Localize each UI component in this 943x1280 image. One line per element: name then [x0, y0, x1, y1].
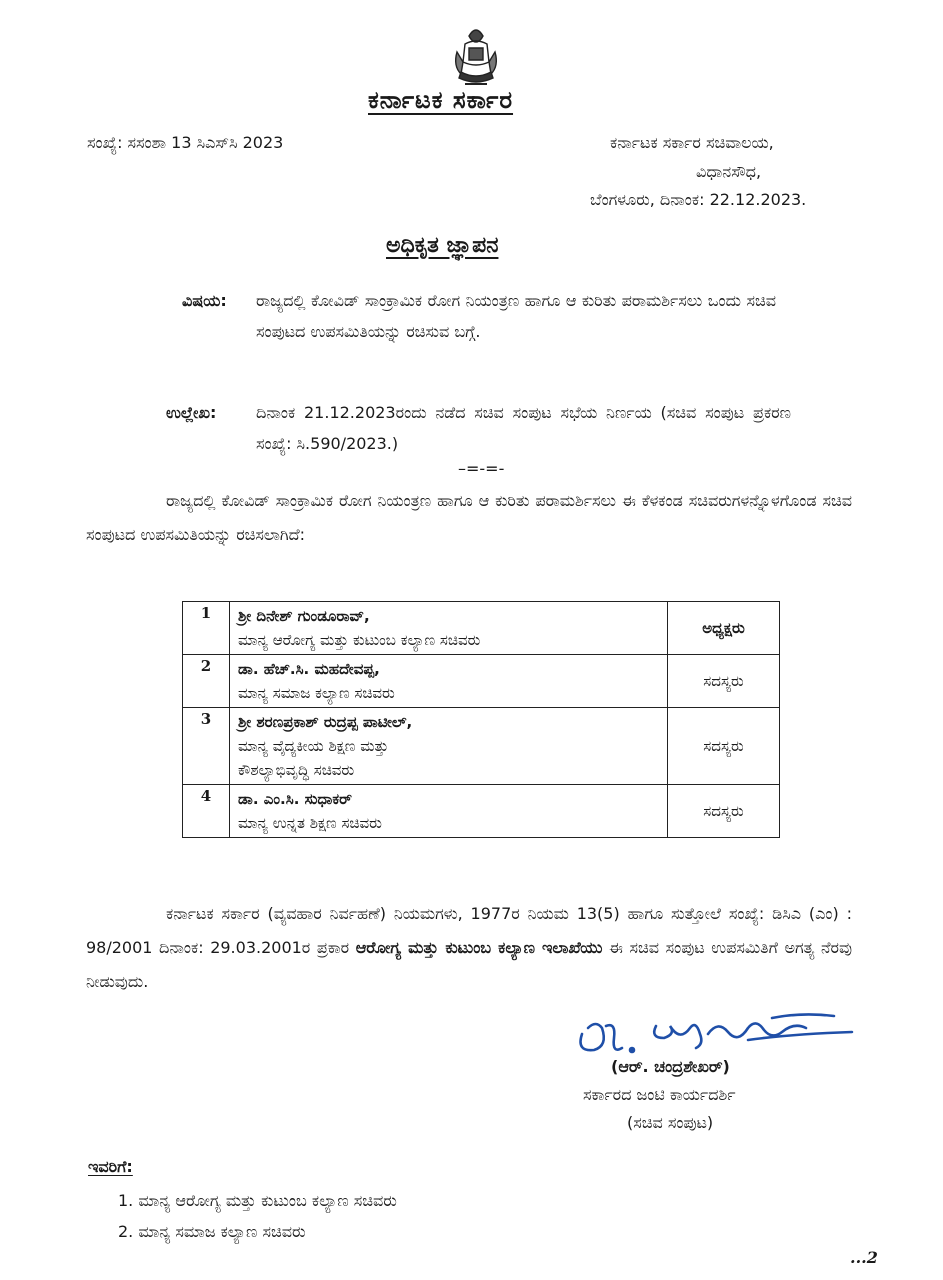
subject-text: ರಾಜ್ಯದಲ್ಲಿ ಕೋವಿಡ್ ಸಾಂಕ್ರಾಮಿಕ ರೋಗ ನಿಯಂತ್ರಣ ಹಾಗೂ ಆ ಕುರಿತು ಪರಾಮರ್ಶಿಸಲು ಒಂದು ಸಚಿವ ಸಂಪುಟದ ಉಪಸಮಿತಿಯನ್ನು ರಚಿಸುವ ಬಗ್ಗೆ. [256, 291, 776, 341]
member-details [230, 785, 668, 838]
signatory-designation: ಸರ್ಕಾರದ ಜಂಟಿ ಕಾರ್ಯದರ್ಶಿ [583, 1085, 736, 1104]
member-role: ಸದಸ್ಯರು [668, 708, 780, 785]
signatory-department: (ಸಚಿವ ಸಂಪುಟ) [627, 1113, 714, 1132]
closing-text-part1: ಕರ್ನಾಟಕ ಸರ್ಕಾರ (ವ್ಯವಹಾರ ನಿರ್ವಹಣೆ) ನಿಯಮಗಳು, 1977ರ ನಿಯಮ 13(5) ಹಾಗೂ ಸುತ್ತೋಲೆ ಸಂಖ್ಯೆ: ಡಿಸಿಎ (ಎಂ) : 98/2001 ದಿನಾಂಕ: 29.03.2001ರ ಪ್ರಕಾರ [86, 904, 852, 957]
member-name: ಡಾ. ಎಂ.ಸಿ. ಸುಧಾಕರ್ [238, 790, 352, 808]
reference-number: ಸಂಖ್ಯೆ: ಸಸಂಶಾ 13 ಸಿಎಸ್‌ಸಿ 2023 [87, 133, 284, 152]
reference-text: ದಿನಾಂಕ 21.12.2023ರಂದು ನಡೆದ ಸಚಿವ ಸಂಪುಟ ಸಭೆಯ ನಿರ್ಣಯ (ಸಚಿವ ಸಂಪುಟ ಪ್ರಕರಣ ಸಂಖ್ಯೆ: ಸಿ.590/2023.) [256, 403, 791, 453]
member-details [230, 655, 668, 708]
signature-icon [572, 1004, 862, 1064]
member-role: ಸದಸ್ಯರು [668, 655, 780, 708]
member-row [183, 602, 780, 655]
closing-department: ಆರೋಗ್ಯ ಮತ್ತು ಕುಟುಂಬ ಕಲ್ಯಾಣ ಇಲಾಖೆಯು [355, 938, 603, 957]
recipient-item-1: 1. ಮಾನ್ಯ ಆರೋಗ್ಯ ಮತ್ತು ಕುಟುಂಬ ಕಲ್ಯಾಣ ಸಚಿವರು [118, 1191, 397, 1210]
page-continuation-marker: ...2 [850, 1248, 878, 1267]
karnataka-emblem-icon [447, 22, 505, 94]
office-date-line: ಬೆಂಗಳೂರು, ದಿನಾಂಕ: 22.12.2023. [590, 190, 807, 209]
member-row [183, 785, 780, 838]
member-designation: ಮಾನ್ಯ ಆರೋಗ್ಯ ಮತ್ತು ಕುಟುಂಬ ಕಲ್ಯಾಣ ಸಚಿವರು [238, 631, 481, 649]
reference-label: ಉಲ್ಲೇಖ: [166, 403, 217, 422]
member-name: ಡಾ. ಹೆಚ್.ಸಿ. ಮಹದೇವಪ್ಪ, [238, 660, 380, 678]
member-designation: ಮಾನ್ಯ ಉನ್ನತ ಶಿಕ್ಷಣ ಸಚಿವರು [238, 814, 382, 832]
signatory-name: (ಆರ್. ಚಂದ್ರಶೇಖರ್) [611, 1057, 730, 1076]
government-heading: ಕರ್ನಾಟಕ ಸರ್ಕಾರ [368, 86, 514, 114]
member-details [230, 602, 668, 655]
members-table [182, 601, 780, 838]
member-row [183, 708, 780, 785]
member-row [183, 655, 780, 708]
recipient-item-2: 2. ಮಾನ್ಯ ಸಮಾಜ ಕಲ್ಯಾಣ ಸಚಿವರು [118, 1222, 306, 1241]
member-role: ಅಧ್ಯಕ್ಷರು [668, 602, 780, 655]
recipients-label: ಇವರಿಗೆ: [88, 1157, 133, 1176]
member-number: 2 [183, 655, 230, 708]
member-number: 4 [183, 785, 230, 838]
office-address-line1: ಕರ್ನಾಟಕ ಸರ್ಕಾರ ಸಚಿವಾಲಯ, [610, 133, 774, 152]
member-number: 1 [183, 602, 230, 655]
member-name: ಶ್ರೀ ಶರಣಪ್ರಕಾಶ್ ರುದ್ರಪ್ಪ ಪಾಟೀಲ್, [238, 713, 413, 731]
member-role: ಸದಸ್ಯರು [668, 785, 780, 838]
member-number: 3 [183, 708, 230, 785]
member-name: ಶ್ರೀ ದಿನೇಶ್ ಗುಂಡೂರಾವ್, [238, 607, 370, 625]
office-address-line2: ವಿಧಾನಸೌಧ, [696, 162, 762, 181]
member-details [230, 708, 668, 785]
separator: –=-=- [458, 459, 505, 478]
member-designation: ಮಾನ್ಯ ವೈದ್ಯಕೀಯ ಶಿಕ್ಷಣ ಮತ್ತು ಕೌಶಲ್ಯಾಭಿವೃದ್ಧಿ ಸಚಿವರು [238, 737, 389, 779]
subject-label: ವಿಷಯ: [182, 291, 227, 310]
closing-paragraph [86, 897, 852, 999]
intro-paragraph: ರಾಜ್ಯದಲ್ಲಿ ಕೋವಿಡ್ ಸಾಂಕ್ರಾಮಿಕ ರೋಗ ನಿಯಂತ್ರಣ ಹಾಗೂ ಆ ಕುರಿತು ಪರಾಮರ್ಶಿಸಲು ಈ ಕೆಳಕಂಡ ಸಚಿವರುಗಳನ್ನೊಳಗೊಂಡ ಸಚಿವ ಸಂಪುಟದ ಉಪಸಮಿತಿಯನ್ನು ರಚಿಸಲಾಗಿದೆ: [86, 491, 852, 544]
document-title: ಅಧಿಕೃತ ಜ್ಞಾಪನ [386, 233, 499, 258]
member-designation: ಮಾನ್ಯ ಸಮಾಜ ಕಲ್ಯಾಣ ಸಚಿವರು [238, 684, 395, 702]
closing-text-part2: ಈ ಸಚಿವ ಸಂಪುಟ ಉಪಸಮಿತಿಗೆ ಅಗತ್ಯ ನೆರವು ನೀಡುವುದು. [86, 938, 852, 991]
